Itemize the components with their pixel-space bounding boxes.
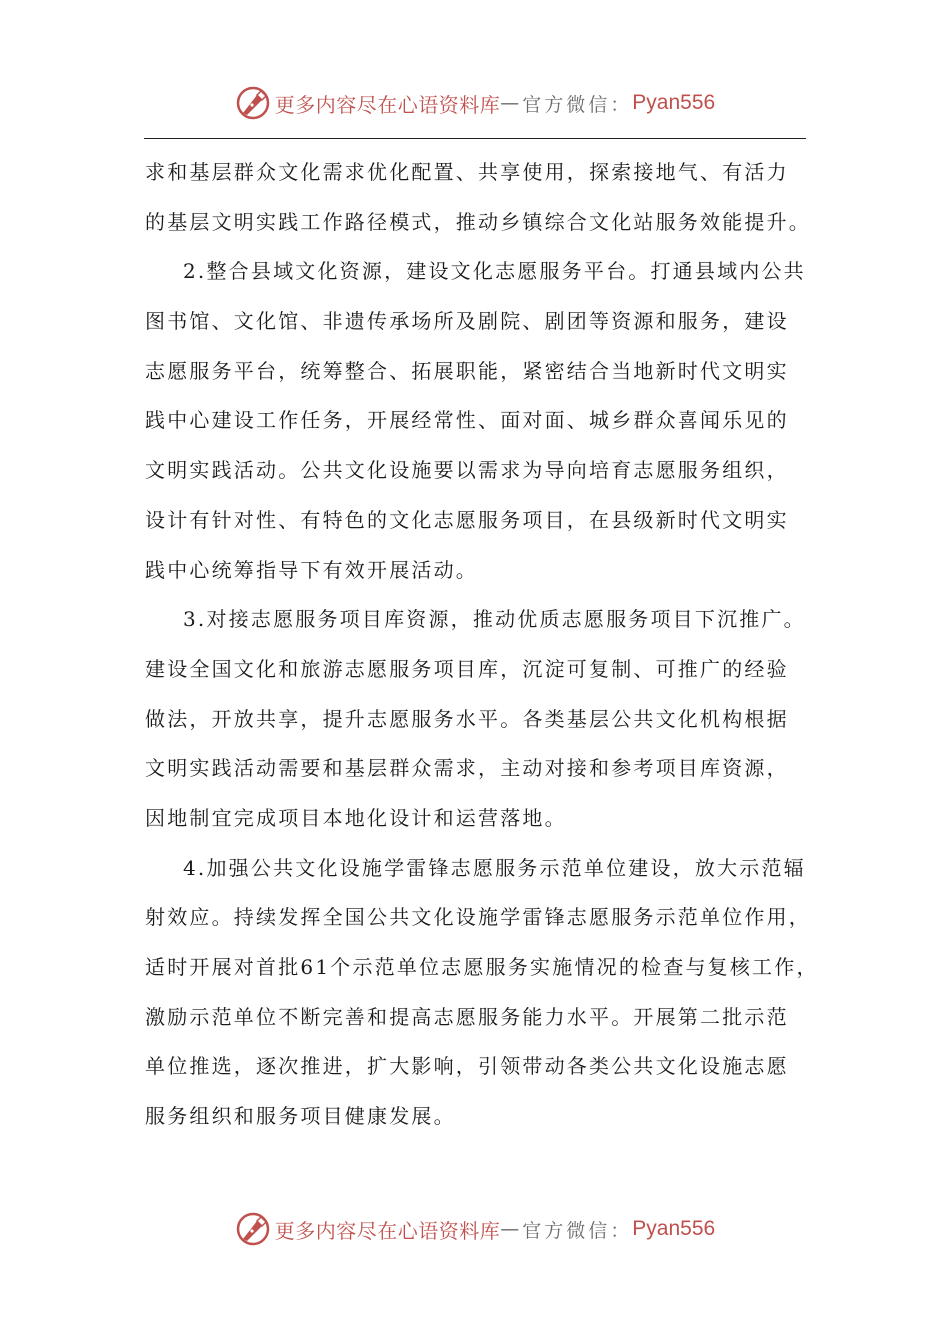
text-line: 因地制宜完成项目本地化设计和运营落地。: [145, 805, 567, 830]
footer-wechat-id: Pyan556: [632, 1217, 716, 1240]
paragraph-item-3: [145, 595, 810, 843]
text-line: 适时开展对首批61个示范单位志愿服务实施情况的检查与复核工作，: [145, 955, 819, 979]
text-line: 建设全国文化和旅游志愿服务项目库，沉淀可复制、可推广的经验: [145, 656, 789, 681]
pen-nib-logo-icon: [235, 1211, 271, 1247]
footer-brand-text: 更多内容尽在心语资料库: [274, 1218, 501, 1243]
header-dash: —: [500, 92, 523, 114]
footer-banner: [0, 1204, 950, 1254]
paragraph-item-2: [145, 247, 810, 595]
text-line: 的基层文明实践工作路径模式，推动乡镇综合文化站服务效能提升。: [145, 209, 811, 234]
text-line: 激励示范单位不断完善和提高志愿服务能力水平。开展第二批示范: [145, 1004, 789, 1029]
paragraph-item-4: [145, 844, 819, 1142]
text-line: 文明实践活动。公共文化设施要以需求为导向培育志愿服务组织，: [145, 458, 789, 483]
text-line: 设计有针对性、有特色的文化志愿服务项目，在县级新时代文明实: [145, 507, 789, 532]
pen-nib-logo-icon: [235, 85, 271, 121]
paragraph-continuation: [145, 148, 810, 247]
text-line: 文明实践活动需要和基层群众需求，主动对接和参考项目库资源，: [145, 756, 789, 781]
text-line: 践中心统筹指导下有效开展活动。: [145, 557, 478, 582]
header-wechat-id: Pyan556: [632, 91, 716, 114]
footer-official-label: 官方微信：: [522, 1219, 633, 1242]
text-line: 射效应。持续发挥全国公共文化设施学雷锋志愿服务示范单位作用，: [145, 905, 811, 930]
header-divider: [144, 138, 806, 139]
text-line: 志愿服务平台，统筹整合、拓展职能，紧密结合当地新时代文明实: [145, 358, 789, 383]
header-banner: [0, 78, 950, 128]
document-body: [145, 148, 819, 1142]
header-official-label: 官方微信：: [522, 93, 633, 116]
header-brand-text: 更多内容尽在心语资料库: [274, 92, 501, 117]
text-line: 求和基层群众文化需求优化配置、共享使用，探索接地气、有活力: [145, 160, 789, 184]
text-line: 2.整合县域文化资源，建设文化志愿服务平台。打通县域内公共: [183, 259, 806, 284]
text-line: 做法，开放共享，提升志愿服务水平。各类基层公共文化机构根据: [145, 706, 789, 731]
text-line: 图书馆、文化馆、非遗传承场所及剧院、剧团等资源和服务，建设: [145, 309, 789, 334]
footer-dash: —: [500, 1218, 523, 1240]
text-line: 践中心建设工作任务，开展经常性、面对面、城乡群众喜闻乐见的: [145, 408, 789, 433]
text-line: 4.加强公共文化设施学雷锋志愿服务示范单位建设，放大示范辐: [183, 855, 806, 880]
text-line: 单位推选，逐次推进，扩大影响，引领带动各类公共文化设施志愿: [145, 1054, 789, 1079]
text-line: 3.对接志愿服务项目库资源，推动优质志愿服务项目下沉推广。: [183, 607, 806, 632]
text-line: 服务组织和服务项目健康发展。: [145, 1104, 456, 1129]
